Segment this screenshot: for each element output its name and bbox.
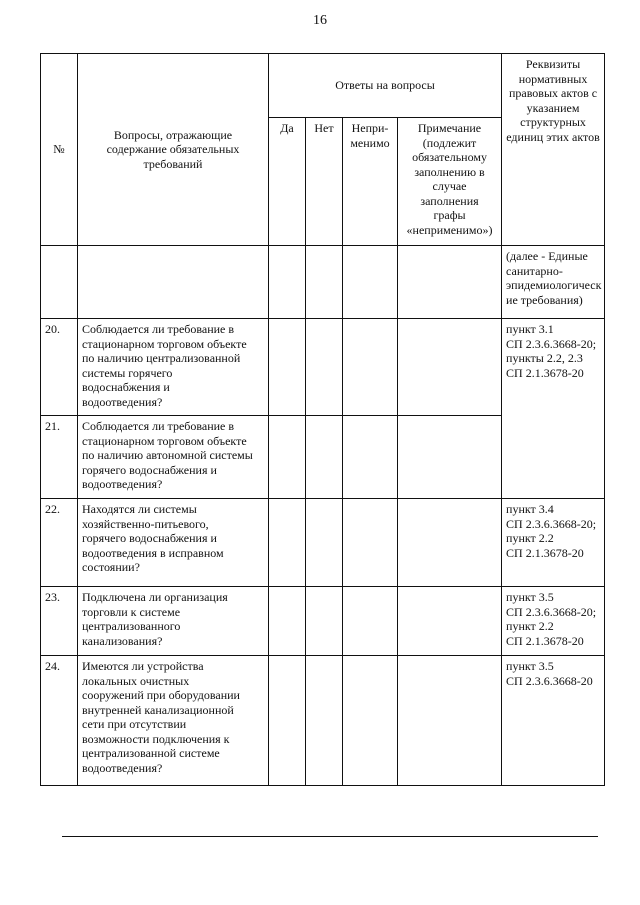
row-number: 22.	[41, 499, 78, 587]
page-number: 16	[313, 13, 327, 28]
answer-na-cell[interactable]	[343, 319, 398, 416]
answer-na-cell[interactable]	[343, 656, 398, 786]
requirements-table	[40, 53, 605, 786]
footer-divider	[62, 836, 598, 837]
header-answers: Ответы на вопросы	[269, 54, 502, 118]
header-not-applicable: Непри- менимо	[343, 118, 398, 246]
row-question: Соблюдается ли требование в стационарном торговом объекте по наличию централизованной системы горячего водоснабжения и водоотведения?	[78, 319, 269, 416]
answer-no-cell[interactable]	[306, 587, 343, 656]
note-cell[interactable]	[398, 416, 502, 499]
answer-no-cell[interactable]	[306, 656, 343, 786]
cell-empty	[398, 246, 502, 319]
cell-empty	[78, 246, 269, 319]
answer-yes-cell[interactable]	[269, 587, 306, 656]
answer-no-cell[interactable]	[306, 319, 343, 416]
answer-yes-cell[interactable]	[269, 656, 306, 786]
row-number: 21.	[41, 416, 78, 499]
note-cell[interactable]	[398, 319, 502, 416]
cell-empty	[306, 246, 343, 319]
header-questions: Вопросы, отражающие содержание обязательных требований	[78, 54, 269, 246]
continuation-row	[41, 246, 605, 319]
answer-yes-cell[interactable]	[269, 499, 306, 587]
answer-no-cell[interactable]	[306, 416, 343, 499]
answer-no-cell[interactable]	[306, 499, 343, 587]
header-yes: Да	[269, 118, 306, 246]
row-reference: пункт 3.4 СП 2.3.6.3668-20; пункт 2.2 СП 2.1.3678-20	[502, 499, 605, 587]
row-reference: пункт 3.5 СП 2.3.6.3668-20	[502, 656, 605, 786]
note-cell[interactable]	[398, 587, 502, 656]
header-row-1	[41, 54, 605, 118]
header-num: №	[41, 54, 78, 246]
answer-na-cell[interactable]	[343, 416, 398, 499]
table-row	[41, 499, 605, 587]
continuation-reference: (далее - Единые санитарно- эпидемиологическ ие требования)	[502, 246, 605, 319]
table-row	[41, 319, 605, 416]
row-question: Имеются ли устройства локальных очистных сооружений при оборудовании внутренней канализационной сети при отсутствии возможности подключения к централизованной системе водоотведения?	[78, 656, 269, 786]
header-note: Примечание (подлежит обязательному заполнению в случае заполнения графы «неприменимо»)	[398, 118, 502, 246]
row-reference: пункт 3.5 СП 2.3.6.3668-20; пункт 2.2 СП 2.1.3678-20	[502, 587, 605, 656]
table-row	[41, 587, 605, 656]
row-question: Находятся ли системы хозяйственно-питьевого, горячего водоснабжения и водоотведения в исправном состоянии?	[78, 499, 269, 587]
cell-empty	[41, 246, 78, 319]
row-question: Подключена ли организация торговли к системе централизованного канализования?	[78, 587, 269, 656]
header-no: Нет	[306, 118, 343, 246]
row-number: 20.	[41, 319, 78, 416]
header-requisites: Реквизиты нормативных правовых актов с указанием структурных единиц этих актов	[502, 54, 605, 246]
answer-yes-cell[interactable]	[269, 416, 306, 499]
cell-empty	[269, 246, 306, 319]
table-row	[41, 656, 605, 786]
row-number: 23.	[41, 587, 78, 656]
row-number: 24.	[41, 656, 78, 786]
note-cell[interactable]	[398, 499, 502, 587]
cell-empty	[343, 246, 398, 319]
note-cell[interactable]	[398, 656, 502, 786]
answer-na-cell[interactable]	[343, 499, 398, 587]
row-question: Соблюдается ли требование в стационарном торговом объекте по наличию автономной системы горячего водоснабжения и водоотведения?	[78, 416, 269, 499]
answer-yes-cell[interactable]	[269, 319, 306, 416]
answer-na-cell[interactable]	[343, 587, 398, 656]
row-reference: пункт 3.1 СП 2.3.6.3668-20; пункты 2.2, 2.3 СП 2.1.3678-20	[502, 319, 605, 499]
